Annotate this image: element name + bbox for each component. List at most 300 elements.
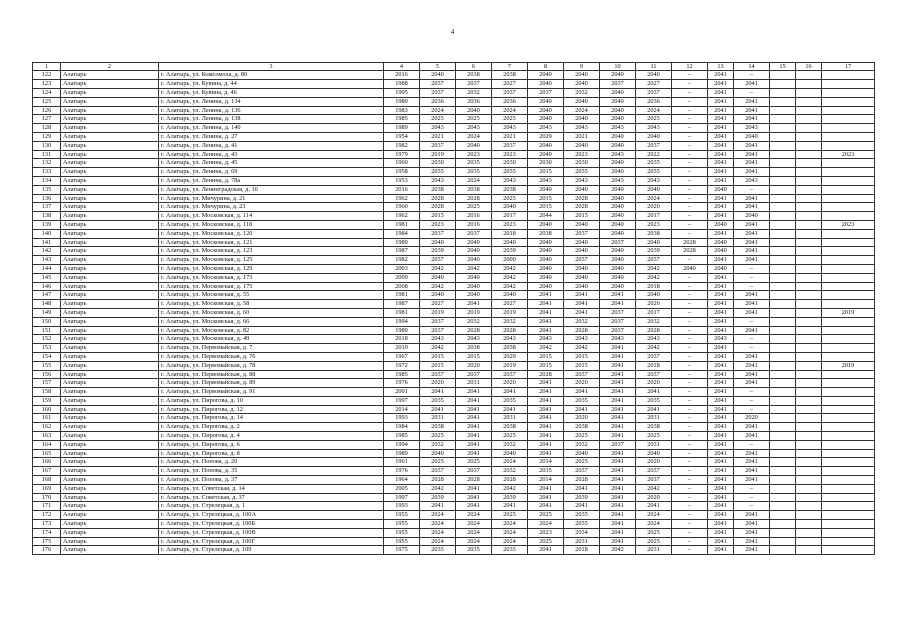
column-header-16: 16 bbox=[796, 63, 822, 71]
table-cell-col-9: 2028 bbox=[564, 476, 600, 485]
table-cell-col-11: 2031 bbox=[636, 440, 672, 449]
table-cell-col-11: 2028 bbox=[636, 326, 672, 335]
table-cell-col-12: – bbox=[672, 361, 708, 370]
table-row bbox=[33, 256, 875, 265]
table-cell-col-7: 2028 bbox=[492, 476, 528, 485]
table-cell-col-15 bbox=[770, 440, 796, 449]
table-cell-col-16 bbox=[796, 159, 822, 168]
table-cell-col-3: г. Алатырь, ул. Комсомола, д. 80 bbox=[159, 71, 384, 80]
table-cell-col-10: 2040 bbox=[600, 203, 636, 212]
table-cell-col-1: 158 bbox=[33, 388, 61, 397]
table-cell-col-17 bbox=[822, 440, 875, 449]
table-cell-col-14: 2041 bbox=[734, 159, 770, 168]
table-cell-col-13: 2041 bbox=[708, 71, 734, 80]
table-cell-col-10: 2041 bbox=[600, 484, 636, 493]
table-cell-col-10: 2040 bbox=[600, 194, 636, 203]
table-cell-col-17 bbox=[822, 71, 875, 80]
table-cell-col-15 bbox=[770, 423, 796, 432]
table-cell-col-1: 130 bbox=[33, 141, 61, 150]
column-header-10: 10 bbox=[600, 63, 636, 71]
table-cell-col-6: 2024 bbox=[456, 528, 492, 537]
table-cell-col-4: 2005 bbox=[384, 484, 420, 493]
table-cell-col-5: 2019 bbox=[420, 308, 456, 317]
table-cell-col-1: 148 bbox=[33, 300, 61, 309]
housing-repair-schedule-table bbox=[32, 62, 875, 555]
table-cell-col-14: – bbox=[734, 388, 770, 397]
table-cell-col-8: 2040 bbox=[528, 256, 564, 265]
table-cell-col-9: 2035 bbox=[564, 520, 600, 529]
table-cell-col-6: 2032 bbox=[456, 89, 492, 98]
table-cell-col-10: 2043 bbox=[600, 124, 636, 133]
table-cell-col-2: Алатырь bbox=[61, 370, 159, 379]
table-cell-col-1: 152 bbox=[33, 335, 61, 344]
table-cell-col-11: 2035 bbox=[636, 168, 672, 177]
table-cell-col-11: 2026 bbox=[636, 300, 672, 309]
table-cell-col-7: 2043 bbox=[492, 176, 528, 185]
table-cell-col-5: 2041 bbox=[420, 502, 456, 511]
table-cell-col-15 bbox=[770, 546, 796, 555]
table-cell-col-15 bbox=[770, 361, 796, 370]
table-cell-col-5: 2024 bbox=[420, 511, 456, 520]
table-cell-col-13: 2041 bbox=[708, 80, 734, 89]
table-cell-col-5: 2039 bbox=[420, 493, 456, 502]
table-cell-col-11: 2040 bbox=[636, 449, 672, 458]
table-cell-col-15 bbox=[770, 396, 796, 405]
table-cell-col-17: 2023 bbox=[822, 220, 875, 229]
table-cell-col-5: 2041 bbox=[420, 388, 456, 397]
table-cell-col-12: – bbox=[672, 106, 708, 115]
table-cell-col-15 bbox=[770, 97, 796, 106]
table-cell-col-6: 2016 bbox=[456, 212, 492, 221]
table-cell-col-4: 1961 bbox=[384, 458, 420, 467]
table-cell-col-9: 2035 bbox=[564, 168, 600, 177]
table-cell-col-5: 2041 bbox=[420, 405, 456, 414]
table-row bbox=[33, 273, 875, 282]
table-cell-col-15 bbox=[770, 414, 796, 423]
table-cell-col-4: 1955 bbox=[384, 537, 420, 546]
table-cell-col-14: 2041 bbox=[734, 80, 770, 89]
table-cell-col-2: Алатырь bbox=[61, 484, 159, 493]
table-cell-col-13: 2041 bbox=[708, 379, 734, 388]
column-header-5: 5 bbox=[420, 63, 456, 71]
table-cell-col-7: 2024 bbox=[492, 537, 528, 546]
table-cell-col-10: 2043 bbox=[600, 176, 636, 185]
table-cell-col-14: 2043 bbox=[734, 176, 770, 185]
table-cell-col-10: 2041 bbox=[600, 396, 636, 405]
table-cell-col-9: 2040 bbox=[564, 97, 600, 106]
table-cell-col-4: 2014 bbox=[384, 405, 420, 414]
table-cell-col-11: 2042 bbox=[636, 273, 672, 282]
table-cell-col-8: 2044 bbox=[528, 212, 564, 221]
table-cell-col-1: 153 bbox=[33, 344, 61, 353]
table-row bbox=[33, 432, 875, 441]
table-cell-col-6: 2040 bbox=[456, 273, 492, 282]
table-cell-col-17 bbox=[822, 256, 875, 265]
table-cell-col-5: 2021 bbox=[420, 132, 456, 141]
table-row bbox=[33, 467, 875, 476]
table-cell-col-4: 1962 bbox=[384, 212, 420, 221]
table-cell-col-10: 2040 bbox=[600, 141, 636, 150]
table-cell-col-5: 2043 bbox=[420, 335, 456, 344]
table-cell-col-14: 2041 bbox=[734, 150, 770, 159]
table-cell-col-8: 2040 bbox=[528, 185, 564, 194]
table-cell-col-13: 2041 bbox=[708, 432, 734, 441]
table-cell-col-4: 1988 bbox=[384, 80, 420, 89]
table-cell-col-7: 2042 bbox=[492, 282, 528, 291]
table-cell-col-4: 1989 bbox=[384, 124, 420, 133]
table-cell-col-3: г. Алатырь, ул. Пирогова, д. 12 bbox=[159, 405, 384, 414]
table-cell-col-5: 2028 bbox=[420, 203, 456, 212]
table-cell-col-12: – bbox=[672, 449, 708, 458]
table-cell-col-15 bbox=[770, 300, 796, 309]
table-cell-col-8: 2040 bbox=[528, 106, 564, 115]
table-cell-col-6: 2041 bbox=[456, 484, 492, 493]
table-cell-col-17 bbox=[822, 194, 875, 203]
table-cell-col-15 bbox=[770, 476, 796, 485]
table-cell-col-12: 2028 bbox=[672, 238, 708, 247]
table-cell-col-10: 2040 bbox=[600, 159, 636, 168]
table-cell-col-8: 2040 bbox=[528, 80, 564, 89]
table-cell-col-5: 2042 bbox=[420, 484, 456, 493]
table-cell-col-6: 2016 bbox=[456, 220, 492, 229]
table-cell-col-15 bbox=[770, 194, 796, 203]
table-cell-col-10: 2041 bbox=[600, 432, 636, 441]
table-cell-col-7: 2041 bbox=[492, 502, 528, 511]
table-cell-col-11: 2036 bbox=[636, 97, 672, 106]
table-cell-col-13: 2043 bbox=[708, 335, 734, 344]
table-cell-col-6: 2028 bbox=[456, 326, 492, 335]
table-row bbox=[33, 317, 875, 326]
table-cell-col-12: – bbox=[672, 132, 708, 141]
table-row bbox=[33, 71, 875, 80]
table-cell-col-4: 1967 bbox=[384, 352, 420, 361]
table-cell-col-7: 2024 bbox=[492, 106, 528, 115]
table-cell-col-10: 2040 bbox=[600, 247, 636, 256]
table-cell-col-2: Алатырь bbox=[61, 203, 159, 212]
table-cell-col-2: Алатырь bbox=[61, 458, 159, 467]
table-cell-col-17 bbox=[822, 344, 875, 353]
table-cell-col-17 bbox=[822, 282, 875, 291]
table-cell-col-15 bbox=[770, 247, 796, 256]
table-cell-col-7: 2042 bbox=[492, 484, 528, 493]
table-cell-col-17 bbox=[822, 335, 875, 344]
table-cell-col-4: 1997 bbox=[384, 396, 420, 405]
table-cell-col-12: – bbox=[672, 537, 708, 546]
table-cell-col-3: г. Алатырь, ул. Кувина, д. 46 bbox=[159, 89, 384, 98]
table-row bbox=[33, 484, 875, 493]
table-cell-col-10: 2040 bbox=[600, 89, 636, 98]
table-cell-col-16 bbox=[796, 264, 822, 273]
table-cell-col-3: г. Алатырь, ул. Ленина, д. 43 bbox=[159, 150, 384, 159]
column-header-9: 9 bbox=[564, 63, 600, 71]
table-cell-col-6: 2040 bbox=[456, 238, 492, 247]
table-cell-col-13: 2040 bbox=[708, 220, 734, 229]
table-cell-col-16 bbox=[796, 71, 822, 80]
table-cell-col-14: 2041 bbox=[734, 203, 770, 212]
table-cell-col-1: 129 bbox=[33, 132, 61, 141]
table-cell-col-5: 2028 bbox=[420, 476, 456, 485]
table-cell-col-13: 2040 bbox=[708, 185, 734, 194]
table-cell-col-3: г. Алатырь, ул. Ленина, д. 69 bbox=[159, 168, 384, 177]
table-cell-col-15 bbox=[770, 256, 796, 265]
table-cell-col-3: г. Алатырь, ул. Московская, д. 55 bbox=[159, 291, 384, 300]
column-header-12: 12 bbox=[672, 63, 708, 71]
table-cell-col-10: 2041 bbox=[600, 449, 636, 458]
table-cell-col-12: – bbox=[672, 546, 708, 555]
table-cell-col-15 bbox=[770, 405, 796, 414]
table-cell-col-15 bbox=[770, 124, 796, 133]
table-cell-col-17 bbox=[822, 546, 875, 555]
table-cell-col-8: 2040 bbox=[528, 97, 564, 106]
table-cell-col-2: Алатырь bbox=[61, 168, 159, 177]
table-cell-col-12: – bbox=[672, 141, 708, 150]
table-row bbox=[33, 326, 875, 335]
table-cell-col-17 bbox=[822, 511, 875, 520]
table-cell-col-1: 147 bbox=[33, 291, 61, 300]
table-cell-col-4: 2016 bbox=[384, 185, 420, 194]
table-cell-col-9: 2034 bbox=[564, 528, 600, 537]
table-cell-col-2: Алатырь bbox=[61, 71, 159, 80]
table-cell-col-17: 2019 bbox=[822, 308, 875, 317]
table-cell-col-1: 168 bbox=[33, 476, 61, 485]
table-cell-col-4: 1997 bbox=[384, 493, 420, 502]
table-cell-col-8: 2041 bbox=[528, 449, 564, 458]
table-cell-col-15 bbox=[770, 176, 796, 185]
table-cell-col-3: г. Алатырь, ул. Первомайская, д. 7 bbox=[159, 344, 384, 353]
table-cell-col-2: Алатырь bbox=[61, 159, 159, 168]
table-cell-col-15 bbox=[770, 89, 796, 98]
table-cell-col-10: 2041 bbox=[600, 388, 636, 397]
table-cell-col-14: 2041 bbox=[734, 449, 770, 458]
table-cell-col-14: – bbox=[734, 335, 770, 344]
table-cell-col-17 bbox=[822, 352, 875, 361]
table-cell-col-10: 2041 bbox=[600, 458, 636, 467]
table-cell-col-16 bbox=[796, 80, 822, 89]
table-cell-col-3: г. Алатырь, ул. Московская, д. 121 bbox=[159, 238, 384, 247]
table-cell-col-4: 1953 bbox=[384, 176, 420, 185]
table-cell-col-6: 2041 bbox=[456, 396, 492, 405]
table-cell-col-5: 2027 bbox=[420, 300, 456, 309]
table-cell-col-15 bbox=[770, 220, 796, 229]
table-cell-col-13: 2041 bbox=[708, 115, 734, 124]
table-cell-col-17 bbox=[822, 185, 875, 194]
table-cell-col-2: Алатырь bbox=[61, 476, 159, 485]
table-cell-col-13: 2041 bbox=[708, 440, 734, 449]
table-cell-col-5: 2020 bbox=[420, 379, 456, 388]
table-cell-col-6: 2038 bbox=[456, 185, 492, 194]
table-cell-col-8: 2041 bbox=[528, 440, 564, 449]
table-cell-col-4: 1962 bbox=[384, 194, 420, 203]
table-cell-col-14: 2041 bbox=[734, 194, 770, 203]
table-cell-col-15 bbox=[770, 141, 796, 150]
column-header-17: 17 bbox=[822, 63, 875, 71]
table-cell-col-16 bbox=[796, 458, 822, 467]
table-cell-col-16 bbox=[796, 229, 822, 238]
table-cell-col-6: 2041 bbox=[456, 414, 492, 423]
table-cell-col-1: 173 bbox=[33, 520, 61, 529]
table-cell-col-3: г. Алатырь, ул. Первомайская, д. 91 bbox=[159, 388, 384, 397]
table-cell-col-5: 2042 bbox=[420, 282, 456, 291]
table-cell-col-5: 2037 bbox=[420, 326, 456, 335]
table-row bbox=[33, 405, 875, 414]
table-cell-col-12: – bbox=[672, 256, 708, 265]
table-cell-col-4: 2010 bbox=[384, 344, 420, 353]
table-cell-col-16 bbox=[796, 370, 822, 379]
table-cell-col-7: 2019 bbox=[492, 308, 528, 317]
table-cell-col-4: 1995 bbox=[384, 89, 420, 98]
table-cell-col-12: – bbox=[672, 423, 708, 432]
table-cell-col-16 bbox=[796, 449, 822, 458]
table-cell-col-9: 2020 bbox=[564, 414, 600, 423]
table-cell-col-12: – bbox=[672, 229, 708, 238]
table-cell-col-6: 2028 bbox=[456, 194, 492, 203]
table-cell-col-4: 1982 bbox=[384, 141, 420, 150]
column-header-3: 3 bbox=[159, 63, 384, 71]
table-cell-col-10: 2041 bbox=[600, 528, 636, 537]
table-cell-col-9: 2043 bbox=[564, 176, 600, 185]
table-cell-col-6: 2041 bbox=[456, 388, 492, 397]
table-cell-col-15 bbox=[770, 335, 796, 344]
table-cell-col-16 bbox=[796, 132, 822, 141]
table-cell-col-9: 2040 bbox=[564, 115, 600, 124]
table-cell-col-8: 2043 bbox=[528, 176, 564, 185]
table-cell-col-8: 2041 bbox=[528, 326, 564, 335]
table-cell-col-6: 2041 bbox=[456, 432, 492, 441]
table-cell-col-4: 1984 bbox=[384, 229, 420, 238]
table-cell-col-15 bbox=[770, 484, 796, 493]
table-cell-col-2: Алатырь bbox=[61, 352, 159, 361]
table-row bbox=[33, 361, 875, 370]
table-cell-col-1: 166 bbox=[33, 458, 61, 467]
table-cell-col-4: 1987 bbox=[384, 247, 420, 256]
table-cell-col-9: 2040 bbox=[564, 80, 600, 89]
table-cell-col-11: 2038 bbox=[636, 229, 672, 238]
table-row bbox=[33, 220, 875, 229]
table-cell-col-2: Алатырь bbox=[61, 308, 159, 317]
table-cell-col-12: – bbox=[672, 502, 708, 511]
table-cell-col-1: 145 bbox=[33, 273, 61, 282]
table-cell-col-6: 2019 bbox=[456, 308, 492, 317]
table-cell-col-16 bbox=[796, 194, 822, 203]
table-cell-col-9: 2037 bbox=[564, 256, 600, 265]
table-cell-col-1: 159 bbox=[33, 396, 61, 405]
table-cell-col-3: г. Алатырь, ул. Мичурина, д. 23 bbox=[159, 203, 384, 212]
table-row bbox=[33, 97, 875, 106]
table-cell-col-10: 2041 bbox=[600, 423, 636, 432]
table-cell-col-6: 2038 bbox=[456, 344, 492, 353]
table-cell-col-4: 2008 bbox=[384, 282, 420, 291]
table-cell-col-13: 2041 bbox=[708, 141, 734, 150]
table-cell-col-9: 2040 bbox=[564, 247, 600, 256]
table-cell-col-7: 2023 bbox=[492, 220, 528, 229]
table-cell-col-2: Алатырь bbox=[61, 106, 159, 115]
table-cell-col-2: Алатырь bbox=[61, 282, 159, 291]
table-cell-col-17 bbox=[822, 89, 875, 98]
table-cell-col-7: 2025 bbox=[492, 194, 528, 203]
table-cell-col-6: 2040 bbox=[456, 282, 492, 291]
table-cell-col-2: Алатырь bbox=[61, 502, 159, 511]
table-cell-col-15 bbox=[770, 379, 796, 388]
table-cell-col-12: – bbox=[672, 476, 708, 485]
table-cell-col-7: 2035 bbox=[492, 168, 528, 177]
table-cell-col-14: – bbox=[734, 264, 770, 273]
table-cell-col-7: 2028 bbox=[492, 326, 528, 335]
table-cell-col-14: – bbox=[734, 502, 770, 511]
table-cell-col-2: Алатырь bbox=[61, 132, 159, 141]
table-cell-col-7: 2021 bbox=[492, 132, 528, 141]
table-cell-col-2: Алатырь bbox=[61, 528, 159, 537]
table-cell-col-5: 2038 bbox=[420, 423, 456, 432]
table-cell-col-13: 2041 bbox=[708, 203, 734, 212]
table-cell-col-4: 1972 bbox=[384, 361, 420, 370]
table-cell-col-17 bbox=[822, 520, 875, 529]
table-cell-col-1: 127 bbox=[33, 115, 61, 124]
table-cell-col-1: 122 bbox=[33, 71, 61, 80]
table-cell-col-16 bbox=[796, 89, 822, 98]
table-cell-col-6: 2040 bbox=[456, 106, 492, 115]
table-cell-col-9: 2032 bbox=[564, 440, 600, 449]
table-cell-col-3: г. Алатырь, ул. Ленина, д. 41 bbox=[159, 141, 384, 150]
table-cell-col-1: 167 bbox=[33, 467, 61, 476]
table-cell-col-10: 2041 bbox=[600, 352, 636, 361]
table-cell-col-8: 2041 bbox=[528, 502, 564, 511]
table-cell-col-13: 2041 bbox=[708, 388, 734, 397]
table-cell-col-10: 2041 bbox=[600, 300, 636, 309]
table-cell-col-9: 2018 bbox=[564, 546, 600, 555]
table-cell-col-16 bbox=[796, 493, 822, 502]
table-cell-col-2: Алатырь bbox=[61, 511, 159, 520]
table-cell-col-17: 2019 bbox=[822, 361, 875, 370]
table-cell-col-6: 2024 bbox=[456, 511, 492, 520]
table-cell-col-2: Алатырь bbox=[61, 229, 159, 238]
table-cell-col-10: 2041 bbox=[600, 502, 636, 511]
table-cell-col-7: 2029 bbox=[492, 352, 528, 361]
table-cell-col-6: 2040 bbox=[456, 247, 492, 256]
table-cell-col-13: 2041 bbox=[708, 528, 734, 537]
table-cell-col-3: г. Алатырь, ул. Ленина, д. 138 bbox=[159, 115, 384, 124]
table-cell-col-3: г. Алатырь, ул. Пирогова, д. 10 bbox=[159, 396, 384, 405]
table-cell-col-11: 2017 bbox=[636, 212, 672, 221]
table-row bbox=[33, 150, 875, 159]
table-cell-col-6: 2037 bbox=[456, 370, 492, 379]
table-cell-col-5: 2040 bbox=[420, 71, 456, 80]
table-cell-col-9: 2037 bbox=[564, 370, 600, 379]
table-cell-col-9: 2015 bbox=[564, 212, 600, 221]
table-cell-col-3: г. Алатырь, ул. Советская, д. 37 bbox=[159, 493, 384, 502]
table-cell-col-3: г. Алатырь, ул. Московская, д. 49 bbox=[159, 335, 384, 344]
table-cell-col-11: 2027 bbox=[636, 80, 672, 89]
table-cell-col-8: 2040 bbox=[528, 71, 564, 80]
table-cell-col-1: 154 bbox=[33, 352, 61, 361]
table-cell-col-5: 2038 bbox=[420, 185, 456, 194]
table-cell-col-4: 2018 bbox=[384, 335, 420, 344]
table-cell-col-16 bbox=[796, 528, 822, 537]
table-cell-col-2: Алатырь bbox=[61, 124, 159, 133]
table-cell-col-8: 2043 bbox=[528, 124, 564, 133]
table-cell-col-4: 1964 bbox=[384, 476, 420, 485]
table-cell-col-1: 141 bbox=[33, 238, 61, 247]
table-cell-col-15 bbox=[770, 80, 796, 89]
table-cell-col-8: 2041 bbox=[528, 493, 564, 502]
table-cell-col-12: – bbox=[672, 80, 708, 89]
table-cell-col-17 bbox=[822, 106, 875, 115]
table-cell-col-2: Алатырь bbox=[61, 256, 159, 265]
table-row bbox=[33, 176, 875, 185]
table-cell-col-3: г. Алатырь, ул. Московская, д. 120 bbox=[159, 229, 384, 238]
table-cell-col-14: – bbox=[734, 71, 770, 80]
table-cell-col-10: 2040 bbox=[600, 273, 636, 282]
table-cell-col-6: 2024 bbox=[456, 132, 492, 141]
